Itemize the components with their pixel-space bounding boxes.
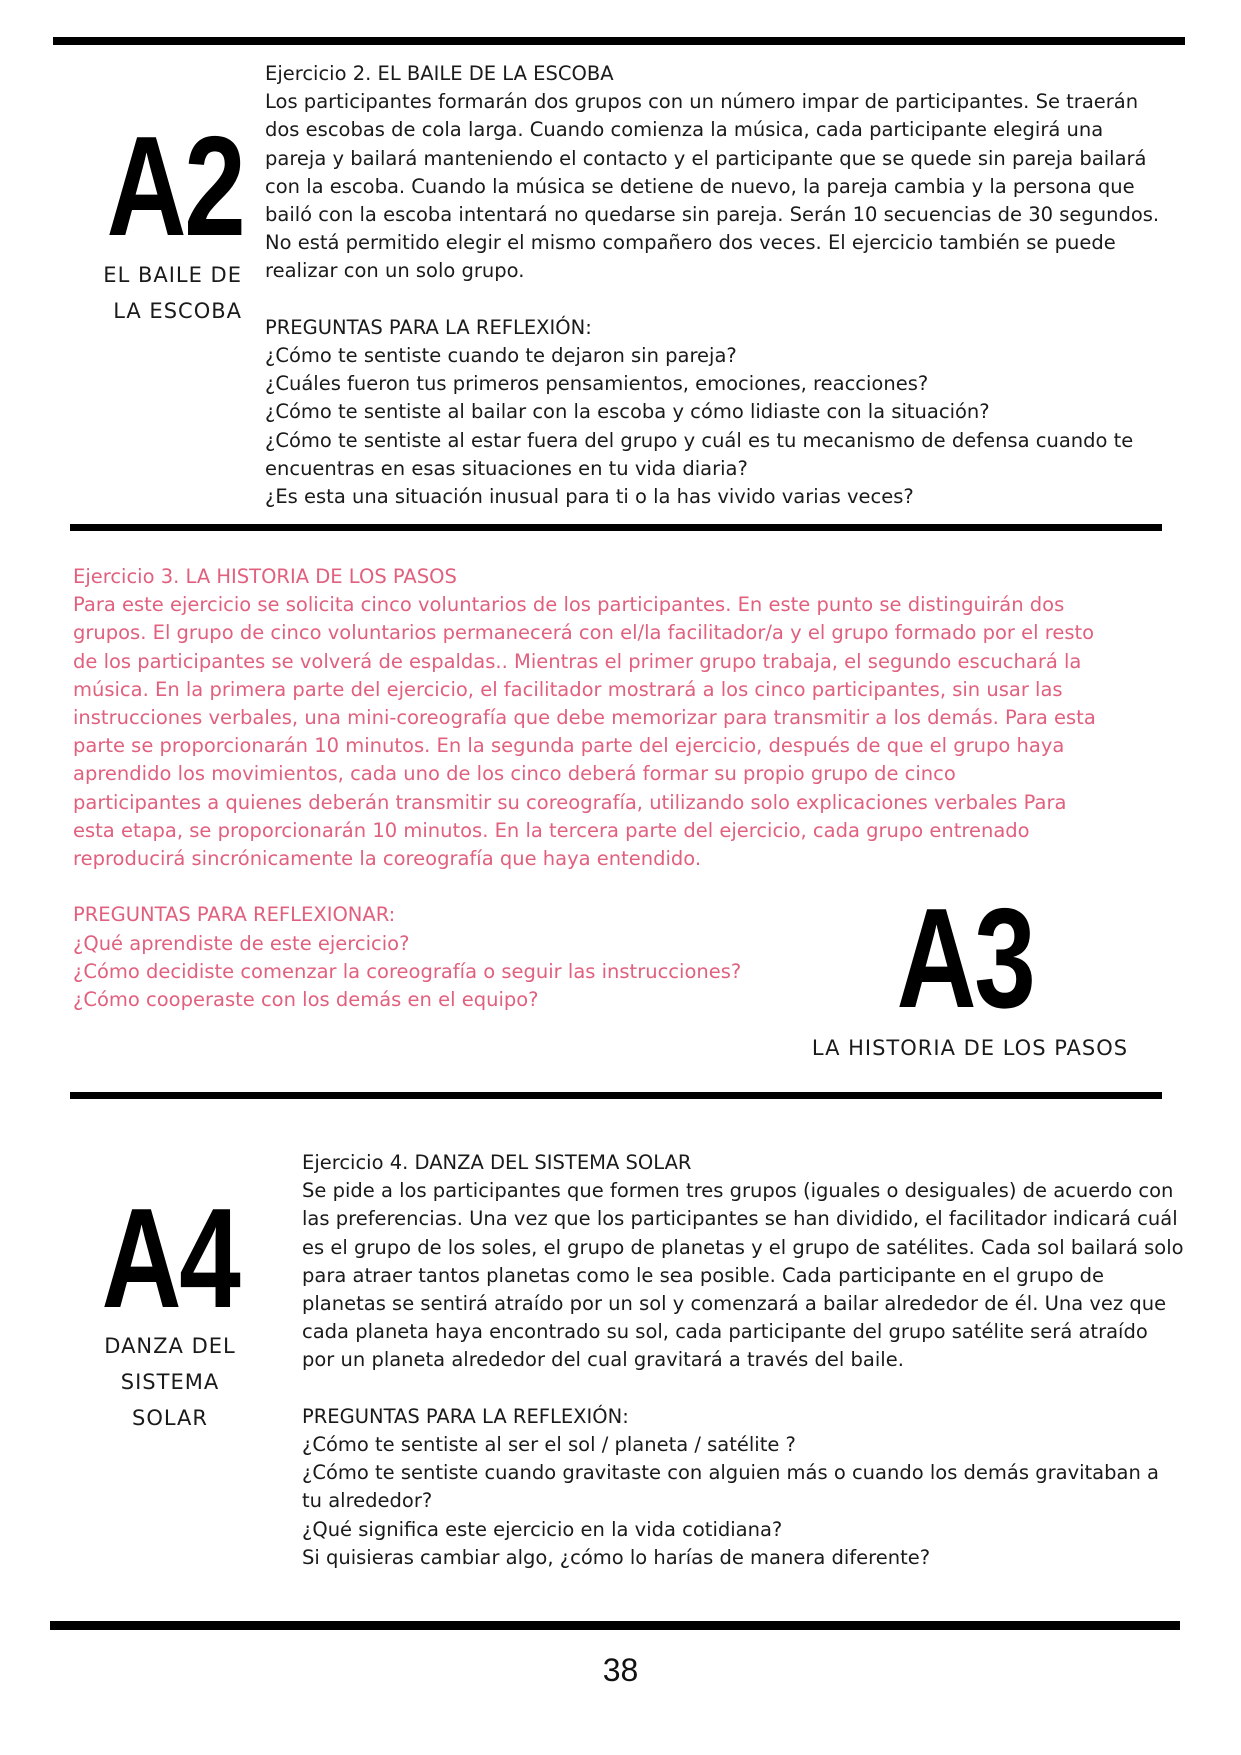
exercise-2-text <box>265 60 1185 511</box>
question-line: ¿Cuáles fueron tus primeros pensamientos, emociones, reacciones? <box>265 372 929 396</box>
body-line: participantes a quienes deberán transmitir su coreografía, utilizando solo explicaciones verbales Para <box>73 790 1067 814</box>
exercise-title: Ejercicio 3. LA HISTORIA DE LOS PASOS <box>73 565 457 588</box>
question-line: ¿Qué significa este ejercicio en la vida cotidiana? <box>302 1517 783 1541</box>
body-line: Se pide a los participantes que formen tres grupos (iguales o desiguales) de acuerdo con <box>302 1179 1174 1203</box>
section-code-a4: A4 <box>101 1179 239 1338</box>
question-line: ¿Cómo te sentiste cuando te dejaron sin pareja? <box>265 344 737 368</box>
section-code-a3: A3 <box>896 879 1034 1038</box>
question-line: encuentras en esas situaciones en tu vida diaria? <box>265 456 748 480</box>
subtitle-line: SOLAR <box>132 1406 208 1430</box>
question-line: tu alrededor? <box>302 1489 433 1513</box>
question-line: ¿Cómo te sentiste cuando gravitaste con alguien más o cuando los demás gravitaban a <box>302 1461 1159 1485</box>
question-line: ¿Cómo cooperaste con los demás en el equipo? <box>73 988 539 1012</box>
exercise-title: Ejercicio 4. DANZA DEL SISTEMA SOLAR <box>302 1151 692 1174</box>
body-line: dos escobas de cola larga. Cuando comienza la música, cada participante elegirá una <box>265 118 1104 142</box>
subtitle-line: SISTEMA <box>120 1370 220 1394</box>
page-number: 38 <box>602 1652 639 1688</box>
subtitle-line: EL BAILE DE <box>103 263 242 287</box>
body-line: aprendido los movimientos, cada uno de los cinco deberá formar su propio grupo de cinco <box>73 762 956 786</box>
subtitle-line: DANZA DEL <box>104 1334 236 1358</box>
section-subtitle-a4 <box>70 1328 270 1436</box>
divider-top <box>53 37 1185 45</box>
body-line: bailó con la escoba intentará no quedarse sin pareja. Serán 10 secuencias de 30 segundos. <box>265 203 1160 227</box>
body-line: planetas se sentirá atraído por un sol y comenzará a bailar alrededor de él. Una vez que <box>302 1292 1167 1316</box>
body-line: de los participantes se volverá de espaldas.. Mientras el primer grupo trabaja, el segundo escuchará la <box>73 649 1082 673</box>
body-line: realizar con un solo grupo. <box>265 259 525 283</box>
subtitle-line: LA ESCOBA <box>113 299 242 323</box>
body-line: Los participantes formarán dos grupos con un número impar de participantes. Se traerán <box>265 90 1139 114</box>
body-line: las preferencias. Una vez que los participantes se han dividido, el facilitador indicará cuál <box>302 1207 1178 1231</box>
questions-title: PREGUNTAS PARA LA REFLEXIÓN: <box>265 315 592 339</box>
question-line: ¿Cómo te sentiste al ser el sol / planeta / satélite ? <box>302 1433 796 1457</box>
body-line: instrucciones verbales, una mini-coreografía que debe memorizar para transmitir a los demás. Para esta <box>73 706 1096 730</box>
question-line: ¿Cómo te sentiste al bailar con la escoba y cómo lidiaste con la situación? <box>265 400 990 424</box>
question-line: ¿Cómo decidiste comenzar la coreografía o seguir las instrucciones? <box>73 959 742 983</box>
body-line: esta etapa, se proporcionarán 10 minutos. En la tercera parte del ejercicio, cada grupo entrenado <box>73 818 1030 842</box>
body-line: No está permitido elegir el mismo compañero dos veces. El ejercicio también se puede <box>265 231 1116 255</box>
divider-a2-a3 <box>70 524 1162 531</box>
body-line: reproducirá sincrónicamente la coreografía que haya entendido. <box>73 847 702 871</box>
question-line: ¿Cómo te sentiste al estar fuera del grupo y cuál es tu mecanismo de defensa cuando te <box>265 428 1134 452</box>
body-line: es el grupo de los soles, el grupo de planetas y el grupo de satélites. Cada sol bailará solo <box>302 1235 1184 1259</box>
section-subtitle-a2 <box>60 257 242 329</box>
body-line: cada planeta haya encontrado su sol, cada participante del grupo satélite será atraído <box>302 1320 1148 1344</box>
section-code-a2: A2 <box>106 107 244 266</box>
question-line: Si quisieras cambiar algo, ¿cómo lo harías de manera diferente? <box>302 1545 931 1569</box>
section-subtitle-a3: LA HISTORIA DE LOS PASOS <box>811 1036 1129 1060</box>
questions-title: PREGUNTAS PARA REFLEXIONAR: <box>73 903 396 927</box>
body-line: con la escoba. Cuando la música se detiene de nuevo, la pareja cambia y la persona que <box>265 174 1135 198</box>
body-line: parte se proporcionarán 10 minutos. En la segunda parte del ejercicio, después de que el grupo haya <box>73 734 1065 758</box>
question-line: ¿Es esta una situación inusual para ti o la has vivido varias veces? <box>265 485 914 509</box>
divider-a3-a4 <box>70 1092 1162 1099</box>
exercise-4-text <box>302 1149 1202 1572</box>
body-line: por un planeta alrededor del cual gravitará a través del baile. <box>302 1348 904 1372</box>
body-line: grupos. El grupo de cinco voluntarios permanecerá con el/la facilitador/a y el grupo formado por el resto <box>73 621 1095 645</box>
body-line: pareja y bailará manteniendo el contacto y el participante que se quede sin pareja bailará <box>265 146 1147 170</box>
question-line: ¿Qué aprendiste de este ejercicio? <box>73 931 410 955</box>
body-line: Para este ejercicio se solicita cinco voluntarios de los participantes. En este punto se distinguirán dos <box>73 593 1065 617</box>
body-line: música. En la primera parte del ejercicio, el facilitador mostrará a los cinco participantes, sin usar las <box>73 677 1063 701</box>
exercise-title: Ejercicio 2. EL BAILE DE LA ESCOBA <box>265 62 614 85</box>
questions-title: PREGUNTAS PARA LA REFLEXIÓN: <box>302 1404 629 1428</box>
body-line: para atraer tantos planetas como le sea posible. Cada participante en el grupo de <box>302 1263 1104 1287</box>
divider-bottom <box>50 1621 1180 1630</box>
